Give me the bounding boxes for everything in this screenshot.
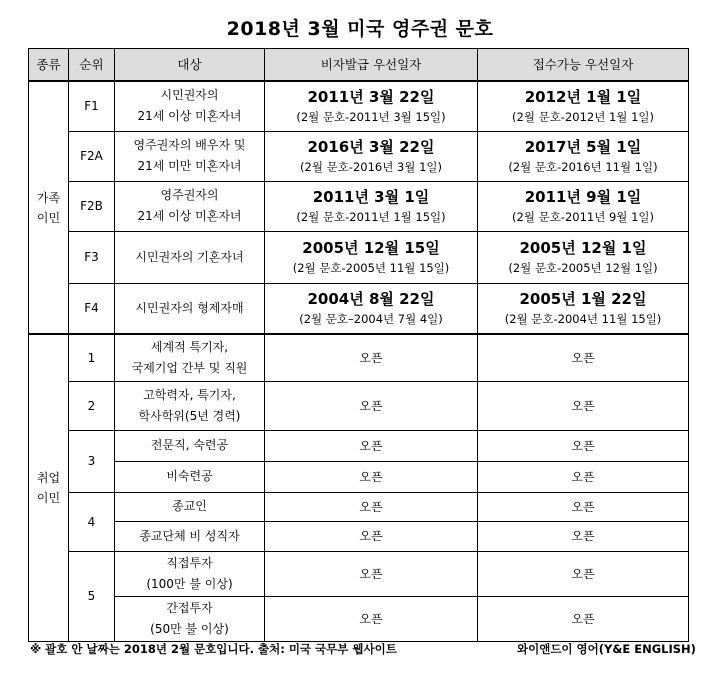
table-row — [29, 596, 689, 641]
filing-cell: 오픈 — [478, 381, 689, 430]
beneficiary-line: 세계적 특기자, — [150, 339, 229, 354]
table-row — [29, 334, 689, 381]
header-final-action-date: 비자발급 우선일자 — [265, 49, 478, 82]
final-action-cell: 오픈 — [265, 551, 478, 596]
credit: 와이앤드이 영어(Y&E ENGLISH) — [517, 642, 696, 656]
rank-cell: F3 — [69, 231, 115, 283]
visa-bulletin-table — [28, 48, 689, 642]
beneficiary-cell — [115, 551, 265, 596]
table-row — [29, 430, 689, 461]
beneficiary-line: 21세 이상 미혼자녀 — [137, 109, 242, 124]
final-action-cell: 오픈 — [265, 381, 478, 430]
beneficiary-line: 전문직, 숙련공 — [150, 438, 229, 452]
filing-date: 2017년 5월 1일 — [524, 138, 642, 156]
final-action-prev: (2월 문호–2004년 7월 4일) — [299, 312, 443, 327]
final-action-prev: (2월 문호-2011년 3월 15일) — [296, 110, 446, 125]
final-action-cell: 오픈 — [265, 521, 478, 551]
final-action-prev: (2월 문호-2011년 1월 15일) — [296, 210, 446, 224]
filing-prev: (2월 문호-2004년 11월 15일) — [504, 312, 662, 327]
beneficiary-cell — [115, 461, 265, 492]
filing-cell — [478, 283, 689, 334]
final-action-date: 2011년 3월 1일 — [312, 188, 430, 206]
beneficiary-line: 학사학위(5년 경력) — [138, 408, 241, 423]
filing-cell — [478, 231, 689, 283]
beneficiary-line: 영주권자의 배우자 및 — [133, 138, 246, 152]
beneficiary-line: 시민권자의 기혼자녀 — [135, 249, 244, 264]
table-row — [29, 551, 689, 596]
final-action-date: 2016년 3월 22일 — [307, 138, 435, 156]
beneficiary-line: 21세 이상 미혼자녀 — [137, 209, 242, 223]
page-title: 2018년 3월 미국 영주권 문호 — [226, 18, 494, 40]
beneficiary-cell — [115, 430, 265, 461]
rank-cell: 1 — [69, 334, 115, 381]
final-action-date: 2004년 8월 22일 — [307, 290, 435, 309]
rank-cell: 5 — [69, 551, 115, 641]
beneficiary-cell — [115, 492, 265, 521]
final-action-cell — [265, 181, 478, 231]
beneficiary-cell — [115, 231, 265, 283]
beneficiary-line: 간접투자 — [166, 600, 213, 615]
final-action-date: 2011년 3월 22일 — [307, 88, 435, 107]
final-action-cell — [265, 283, 478, 334]
rank-cell: 2 — [69, 381, 115, 430]
beneficiary-line: 고학력자, 특기자, — [143, 387, 236, 402]
final-action-cell: 오픈 — [265, 334, 478, 381]
final-action-cell — [265, 231, 478, 283]
table-row — [29, 283, 689, 334]
footnote: ※ 괄호 안 날짜는 2018년 2월 문호입니다. 출처: 미국 국무부 웹사이트 — [30, 642, 397, 656]
beneficiary-line: 국제기업 간부 및 직원 — [131, 360, 248, 375]
filing-date: 2012년 1월 1일 — [524, 88, 642, 107]
filing-cell: 오픈 — [478, 461, 689, 492]
beneficiary-line: 시민권자의 — [160, 88, 219, 103]
filing-cell: 오픈 — [478, 521, 689, 551]
final-action-cell — [265, 131, 478, 181]
filing-prev: (2월 문호-2011년 9월 1일) — [512, 210, 654, 224]
beneficiary-line: 시민권자의 형제자매 — [135, 300, 244, 315]
header-row — [29, 49, 689, 82]
beneficiary-cell — [115, 81, 265, 131]
beneficiary-line: 비숙련공 — [166, 469, 213, 483]
filing-prev: (2월 문호-2012년 1월 1일) — [512, 110, 654, 125]
filing-prev: (2월 문호-2005년 12월 1일) — [508, 261, 658, 275]
final-action-date: 2005년 12월 15일 — [302, 239, 440, 257]
filing-date: 2011년 9월 1일 — [524, 188, 642, 206]
rank-cell: 3 — [69, 430, 115, 492]
final-action-cell: 오픈 — [265, 461, 478, 492]
beneficiary-cell — [115, 181, 265, 231]
beneficiary-cell — [115, 596, 265, 641]
final-action-prev: (2월 문호-2016년 3월 1일) — [300, 160, 442, 174]
header-rank: 순위 — [69, 49, 115, 82]
beneficiary-line: 영주권자의 — [160, 188, 219, 202]
employment-category-cell — [29, 334, 69, 641]
filing-cell: 오픈 — [478, 551, 689, 596]
filing-date: 2005년 1월 22일 — [519, 290, 647, 309]
final-action-cell — [265, 81, 478, 131]
beneficiary-cell — [115, 131, 265, 181]
header-filing-date: 접수가능 우선일자 — [478, 49, 689, 82]
beneficiary-line: (50만 불 이상) — [150, 621, 229, 636]
beneficiary-cell — [115, 334, 265, 381]
filing-cell — [478, 81, 689, 131]
family-category-label: 가족 이민 — [36, 190, 61, 225]
beneficiary-line: 종교인 — [172, 499, 207, 513]
filing-prev: (2월 문호-2016년 11월 1일) — [508, 160, 658, 174]
beneficiary-line: 21세 미만 미혼자녀 — [137, 159, 242, 173]
filing-cell: 오픈 — [478, 596, 689, 641]
beneficiary-line: 종교단체 비 성직자 — [139, 528, 240, 543]
filing-cell: 오픈 — [478, 430, 689, 461]
table-row — [29, 492, 689, 521]
table-row — [29, 131, 689, 181]
rank-cell: F4 — [69, 283, 115, 334]
family-category-cell — [29, 81, 69, 334]
rank-cell: 4 — [69, 492, 115, 551]
table-row — [29, 231, 689, 283]
rank-cell: F2B — [69, 181, 115, 231]
rank-cell: F1 — [69, 81, 115, 131]
filing-cell: 오픈 — [478, 334, 689, 381]
beneficiary-cell — [115, 521, 265, 551]
table-row — [29, 461, 689, 492]
rank-cell: F2A — [69, 131, 115, 181]
beneficiary-line: (100만 불 이상) — [146, 576, 233, 591]
beneficiary-cell — [115, 283, 265, 334]
filing-cell — [478, 181, 689, 231]
header-beneficiary: 대상 — [115, 49, 265, 82]
beneficiary-line: 직접투자 — [166, 555, 213, 570]
beneficiary-cell — [115, 381, 265, 430]
employment-category-label: 취업 이민 — [36, 470, 61, 505]
filing-cell — [478, 131, 689, 181]
filing-cell: 오픈 — [478, 492, 689, 521]
table-row — [29, 81, 689, 131]
filing-date: 2005년 12월 1일 — [519, 239, 647, 257]
final-action-prev: (2월 문호-2005년 11월 15일) — [292, 261, 450, 275]
table-row — [29, 181, 689, 231]
final-action-cell: 오픈 — [265, 596, 478, 641]
header-category: 종류 — [29, 49, 69, 82]
final-action-cell: 오픈 — [265, 492, 478, 521]
final-action-cell: 오픈 — [265, 430, 478, 461]
table-row — [29, 521, 689, 551]
table-row — [29, 381, 689, 430]
